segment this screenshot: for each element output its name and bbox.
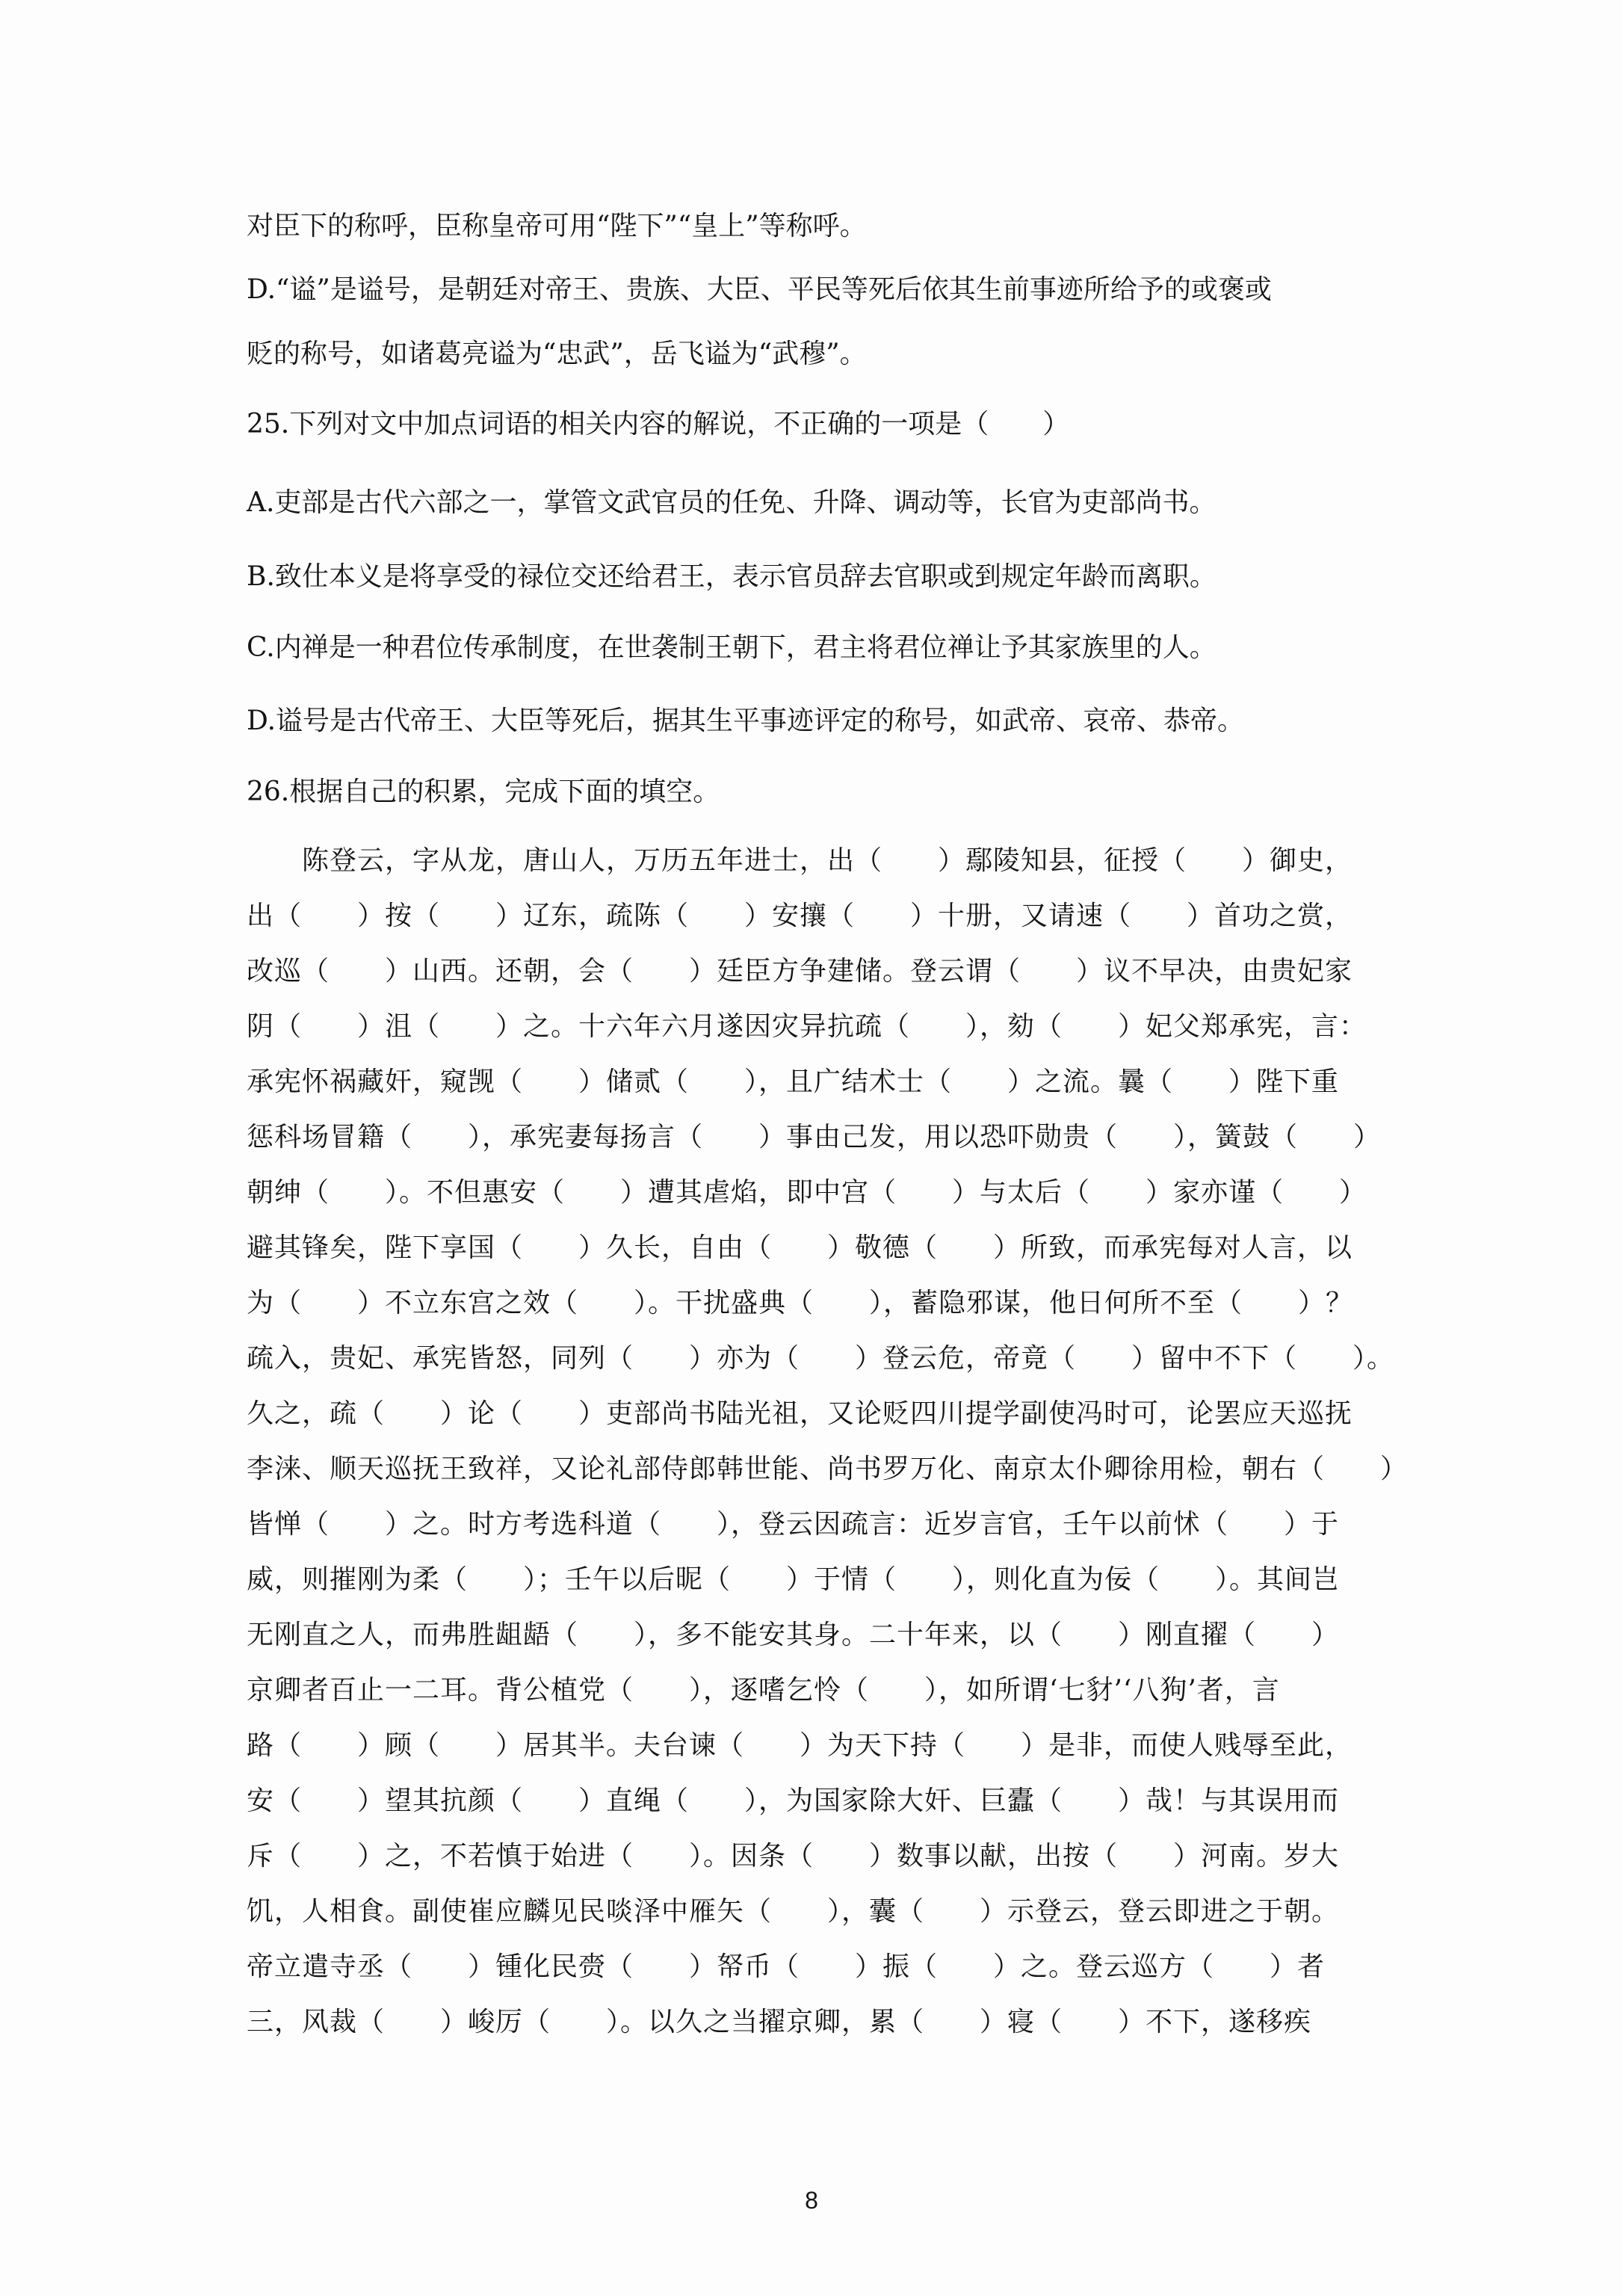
- passage-line: 朝绅（ ）。不但惠安（ ）遭其虐焰，即中宫（ ）与太后（ ）家亦谨（ ）: [247, 1177, 1367, 1208]
- passage-line: 路（ ）顾（ ）居其半。夫台谏（ ）为天下持（ ）是非，而使人贱辱至此，: [247, 1730, 1353, 1761]
- passage-line: 京卿者百止一二耳。背公植党（ ），逐嗜乞怜（ ），如所谓‘七豺’‘八狗’者，言: [247, 1675, 1280, 1706]
- passage-line: 疏入，贵妃、承宪皆怒，同列（ ）亦为（ ）登云危，帝竟（ ）留中不下（ ）。: [247, 1343, 1395, 1374]
- passage-line: 李涞、顺天巡抚王致祥，又论礼部侍郎韩世能、尚书罗万化、南京太仆卿徐用检，朝右（ ）: [247, 1454, 1409, 1484]
- passage-line: 久之，疏（ ）论（ ）吏部尚书陆光祖，又论贬四川提学副使冯时可，论罢应天巡抚: [247, 1398, 1353, 1429]
- question-26-stem: 26.根据自己的积累，完成下面的填空。: [247, 777, 720, 807]
- passage-line: 避其锋矣，陛下享国（ ）久长，自由（ ）敬德（ ）所致，而承宪每对人言，以: [247, 1232, 1353, 1263]
- passage-line: 承宪怀祸藏奸，窥觊（ ）储贰（ ），且广结术士（ ）之流。曩（ ）陛下重: [247, 1067, 1340, 1097]
- passage-line: 威，则摧刚为柔（ ）；壬午以后昵（ ）于情（ ），则化直为佞（ ）。其间岂: [247, 1564, 1341, 1595]
- question-25-stem: 25.下列对文中加点词语的相关内容的解说，不正确的一项是（ ）: [247, 409, 1070, 439]
- passage-line: 无刚直之人，而弗胜龃龉（ ），多不能安其身。二十年来，以（ ）刚直擢（ ）: [247, 1620, 1340, 1650]
- question-25-option-b: B.致仕本义是将享受的禄位交还给君王，表示官员辞去官职或到规定年龄而离职。: [247, 561, 1217, 592]
- passage-line: 帝立遣寺丞（ ）锺化民赍（ ）帑币（ ）振（ ）之。登云巡方（ ）者: [247, 1951, 1326, 1982]
- passage-line: 惩科场冒籍（ ），承宪妻每扬言（ ）事由己发，用以恐吓勋贵（ ），簧鼓（ ）: [247, 1122, 1382, 1152]
- text-line: 贬的称号，如诸葛亮谥为“忠武”，岳飞谥为“武穆”。: [247, 339, 867, 369]
- passage-line: 皆惮（ ）之。时方考选科道（ ），登云因疏言：近岁言官，壬午以前怵（ ）于: [247, 1509, 1340, 1540]
- text-line: D.“谥”是谥号，是朝廷对帝王、贵族、大臣、平民等死后依其生前事迹所给予的或褒或: [247, 274, 1272, 305]
- passage-line: 斥（ ）之，不若慎于始进（ ）。因条（ ）数事以献，出按（ ）河南。岁大: [247, 1841, 1340, 1871]
- question-25-option-a: A.吏部是古代六部之一，掌管文武官员的任免、升降、调动等，长官为吏部尚书。: [247, 487, 1217, 518]
- passage-line: 三，风裁（ ）峻厉（ ）。以久之当擢京卿，累（ ）寝（ ）不下，遂移疾: [247, 2007, 1312, 2037]
- passage-line: 阴（ ）沮（ ）之。十六年六月遂因灾异抗疏（ ），劾（ ）妃父郑承宪，言：: [247, 1011, 1367, 1042]
- passage-line: 为（ ）不立东宫之效（ ）。干扰盛典（ ），蓄隐邪谋，他日何所不至（ ）？: [247, 1288, 1354, 1318]
- passage-line: 出（ ）按（ ）辽东，疏陈（ ）安攘（ ）十册，又请速（ ）首功之赏，: [247, 901, 1353, 931]
- question-25-option-c: C.内禅是一种君位传承制度，在世袭制王朝下，君主将君位禅让予其家族里的人。: [247, 632, 1217, 663]
- passage-line: 安（ ）望其抗颜（ ）直绳（ ），为国家除大奸、巨蠹（ ）哉！与其误用而: [247, 1786, 1340, 1816]
- page-number: 8: [805, 2187, 818, 2214]
- passage-line: 陈登云，字从龙，唐山人，万历五年进士，出（ ）鄢陵知县，征授（ ）御史，: [247, 845, 1353, 876]
- passage-line: 改巡（ ）山西。还朝，会（ ）廷臣方争建储。登云谓（ ）议不早决，由贵妃家: [247, 956, 1353, 987]
- passage-line: 饥，人相食。副使崔应麟见民啖泽中雁矢（ ），囊（ ）示登云，登云即进之于朝。: [247, 1896, 1340, 1927]
- question-25-option-d: D.谥号是古代帝王、大臣等死后，据其生平事迹评定的称号，如武帝、哀帝、恭帝。: [247, 706, 1245, 736]
- text-line: 对臣下的称呼，臣称皇帝可用“陛下”“皇上”等称呼。: [247, 211, 867, 241]
